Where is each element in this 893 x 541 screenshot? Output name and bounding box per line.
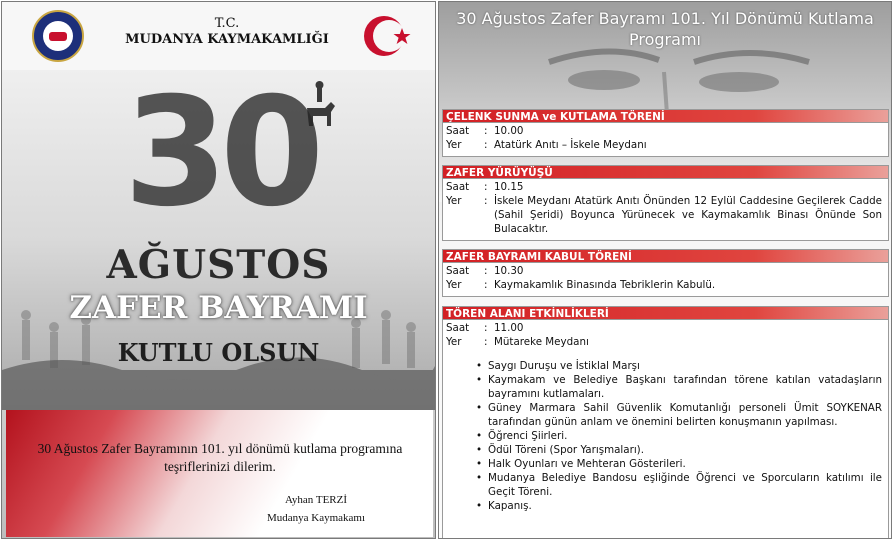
list-item: • Kapanış. xyxy=(476,499,882,513)
row-value: İskele Meydanı Atatürk Anıtı Önünden 12 Eylül Caddesine Geçilerek Cadde (Sahil Şeridi) Boyunca Yürünecek ve Kaymakamlık Binası Önünde Son Bulacaktır. xyxy=(494,195,882,235)
list-item: • Saygı Duruşu ve İstiklal Marşı xyxy=(476,359,882,373)
place-row xyxy=(446,278,882,292)
row-value: 11.00 xyxy=(494,322,524,334)
district-governorship-seal-icon xyxy=(32,10,84,62)
row-sep: : xyxy=(484,265,488,277)
list-item: • Mudanya Belediye Bandosu eşliğinde Öğrenci ve Sporcuların katılımı ile Geçit Töreni. xyxy=(476,471,882,499)
section-heading: TÖREN ALANI ETKİNLİKLERİ xyxy=(442,306,889,320)
list-item: • Öğrenci Şiirleri. xyxy=(476,429,882,443)
list-item: • Ödül Töreni (Spor Yarışmaları). xyxy=(476,443,882,457)
row-value: 10.30 xyxy=(494,265,524,277)
row-sep: : xyxy=(484,336,488,348)
program-section xyxy=(442,249,889,297)
list-item: • Güney Marmara Sahil Güvenlik Komutanlığı personeli Ümit SOYKENAR tarafından günün anlam ve önemini belirten konuşmanın yapılması. xyxy=(476,401,882,429)
row-value: Mütareke Meydanı xyxy=(494,336,589,348)
seal-emblem xyxy=(43,21,73,51)
place-row xyxy=(446,194,882,236)
crescent-star-icon xyxy=(362,10,414,62)
place-row xyxy=(446,335,882,349)
row-key: Yer xyxy=(446,195,462,207)
ceremony-program xyxy=(438,1,892,539)
list-item: • Kaymakam ve Belediye Başkanı tarafından törene katılan vatadaşların bayramını kutlamaları. xyxy=(476,373,882,401)
program-section xyxy=(442,109,889,157)
program-section xyxy=(442,165,889,241)
poster-hero xyxy=(2,70,435,410)
hero-month: AĞUSTOS xyxy=(106,242,331,288)
row-key: Saat xyxy=(446,265,470,277)
row-sep: : xyxy=(484,322,488,334)
row-sep: : xyxy=(484,279,488,291)
program-title: 30 Ağustos Zafer Bayramı 101. Yıl Dönümü Kutlama Programı xyxy=(456,9,874,49)
row-key: Saat xyxy=(446,181,470,193)
poster-header xyxy=(2,2,435,70)
section-body xyxy=(442,179,889,241)
signer-title: Mudanya Kaymakamı xyxy=(266,512,366,524)
row-key: Yer xyxy=(446,279,462,291)
row-sep: : xyxy=(484,125,488,137)
section-heading: ZAFER YÜRÜYÜŞÜ xyxy=(442,165,889,179)
hero-holiday: ZAFER BAYRAMI xyxy=(69,290,368,326)
header-governorship: MUDANYA KAYMAKAMLIĞI xyxy=(125,32,329,47)
invitation-poster xyxy=(1,1,436,539)
place-row xyxy=(446,138,882,152)
invitation-text: 30 Ağustos Zafer Bayramının 101. yıl dönümü kutlama programına teşriflerinizi dilerim. xyxy=(37,441,403,474)
invitation-box xyxy=(6,410,433,537)
section-heading: ZAFER BAYRAMI KABUL TÖRENİ xyxy=(442,249,889,263)
row-value: Kaymakamlık Binasında Tebriklerin Kabulü. xyxy=(494,279,716,291)
time-row xyxy=(446,180,882,194)
row-value: 10.00 xyxy=(494,125,524,137)
activity-list xyxy=(476,359,882,513)
program-section xyxy=(442,306,889,539)
time-row xyxy=(446,321,882,335)
row-key: Yer xyxy=(446,336,462,348)
list-item: • Halk Oyunları ve Mehteran Gösterileri. xyxy=(476,457,882,471)
row-sep: : xyxy=(484,195,488,207)
row-sep: : xyxy=(484,139,488,151)
section-body xyxy=(442,123,889,157)
time-row xyxy=(446,264,882,278)
hero-greeting: KUTLU OLSUN xyxy=(117,338,320,367)
row-key: Yer xyxy=(446,139,462,151)
section-body xyxy=(442,320,889,539)
time-row xyxy=(446,124,882,138)
row-key: Saat xyxy=(446,125,470,137)
header-tc: T.C. xyxy=(214,16,240,31)
section-body xyxy=(442,263,889,297)
signer-name: Ayhan TERZİ xyxy=(284,494,348,506)
row-value: 10.15 xyxy=(494,181,524,193)
hero-number: 30 xyxy=(123,70,317,240)
row-value: Atatürk Anıtı – İskele Meydanı xyxy=(494,139,647,151)
section-heading: ÇELENK SUNMA ve KUTLAMA TÖRENİ xyxy=(442,109,889,123)
row-key: Saat xyxy=(446,322,470,334)
row-sep: : xyxy=(484,181,488,193)
